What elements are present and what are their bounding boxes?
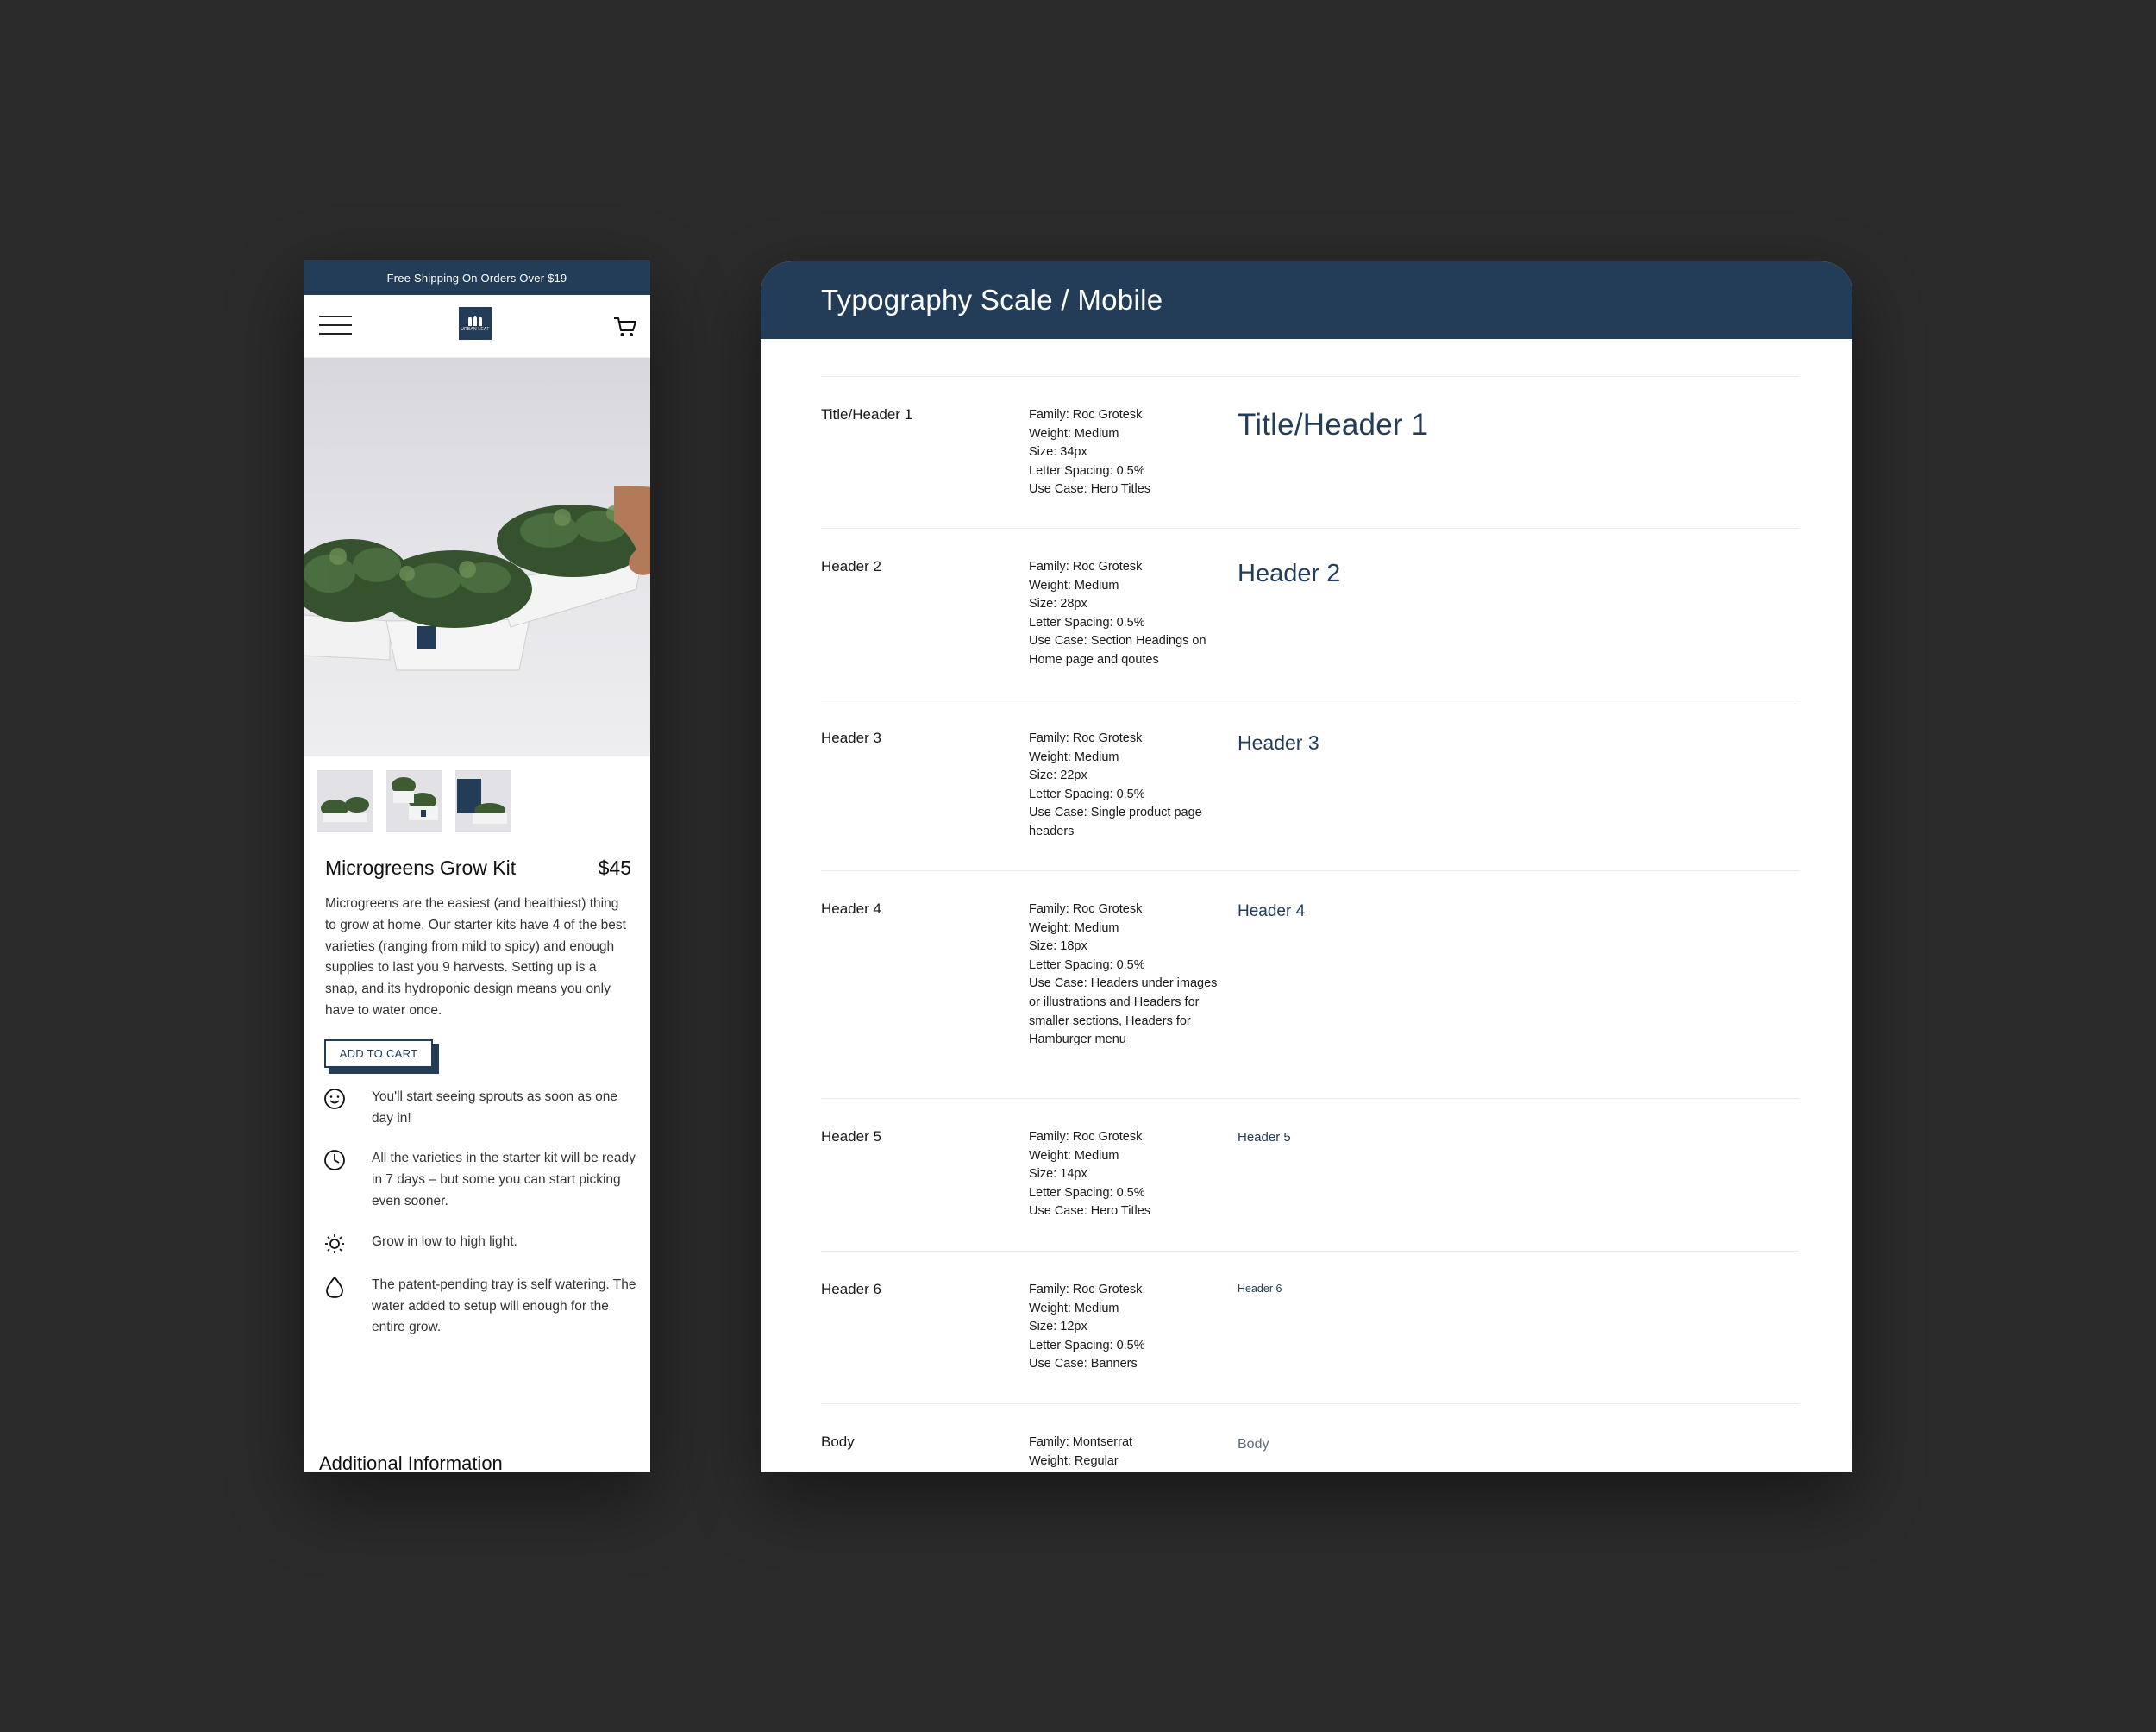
thumbnail-2[interactable] — [386, 770, 442, 832]
top-nav — [304, 295, 650, 358]
feature-text: Grow in low to high light. — [372, 1233, 517, 1249]
add-to-cart-button[interactable]: ADD TO CART — [324, 1039, 433, 1068]
shopping-cart-icon[interactable] — [612, 314, 638, 340]
typography-scale-card — [761, 261, 1852, 1472]
typography-row — [821, 1098, 1799, 1252]
typography-row — [821, 1251, 1799, 1404]
style-sample: Header 6 — [1238, 1283, 1282, 1295]
style-specs: Family: Roc Grotesk Weight: Medium Size: 22px Letter Spacing: 0.5% Use Case: Single product page headers — [1029, 731, 1202, 838]
style-specs: Family: Roc Grotesk Weight: Medium Size: 14px Letter Spacing: 0.5% Use Case: Hero Titles — [1029, 1130, 1151, 1219]
hamburger-menu-icon[interactable] — [319, 316, 352, 336]
sun-icon — [323, 1232, 347, 1256]
feature-text: All the varieties in the starter kit will be ready in 7 days – but some you can start picking even sooner. — [372, 1151, 636, 1208]
typography-row — [821, 1403, 1799, 1472]
style-sample: Body — [1238, 1437, 1269, 1452]
product-price: $45 — [598, 857, 631, 879]
product-hero-image — [304, 358, 650, 756]
feature-item — [323, 1275, 636, 1339]
style-sample: Header 2 — [1238, 560, 1341, 587]
style-name: Header 3 — [821, 730, 881, 746]
style-specs: Family: Roc Grotesk Weight: Medium Size: 34px Letter Spacing: 0.5% Use Case: Hero Titles — [1029, 408, 1151, 497]
add-to-cart-wrapper — [324, 1039, 433, 1068]
style-name: Header 2 — [821, 558, 881, 574]
thumbnail-gallery — [304, 756, 650, 832]
style-sample: Title/Header 1 — [1238, 408, 1429, 442]
style-specs: Family: Roc Grotesk Weight: Medium Size: 28px Letter Spacing: 0.5% Use Case: Section Headings on Home page and qoutes — [1029, 560, 1206, 667]
feature-item — [323, 1087, 636, 1130]
smiley-icon — [323, 1087, 347, 1111]
typography-row — [821, 870, 1799, 1099]
feature-text: You'll start seeing sprouts as soon as one day in! — [372, 1089, 618, 1126]
typography-row — [821, 700, 1799, 871]
style-sample: Header 4 — [1238, 902, 1306, 920]
feature-text: The patent-pending tray is self watering. The water added to setup will enough for the entire grow. — [372, 1277, 636, 1335]
style-sample: Header 5 — [1238, 1130, 1291, 1145]
brand-logo[interactable] — [459, 307, 492, 340]
card-title: Typography Scale / Mobile — [761, 261, 1852, 339]
thumbnail-3[interactable] — [455, 770, 511, 832]
style-specs: Family: Roc Grotesk Weight: Medium Size: 18px Letter Spacing: 0.5% Use Case: Headers under images or illustrations and Headers for smaller sections, Headers for Hamburger menu — [1029, 902, 1218, 1047]
style-name: Title/Header 1 — [821, 406, 913, 423]
style-specs: Family: Montserrat Weight: Regular — [1029, 1435, 1133, 1468]
style-name: Header 6 — [821, 1281, 881, 1297]
feature-item — [323, 1148, 636, 1212]
style-name: Header 5 — [821, 1128, 881, 1145]
logo-text: URBAN LEAF — [461, 326, 490, 332]
thumbnail-1[interactable] — [317, 770, 373, 832]
style-specs: Family: Roc Grotesk Weight: Medium Size: 12px Letter Spacing: 0.5% Use Case: Banners — [1029, 1283, 1145, 1371]
style-name: Body — [821, 1434, 855, 1450]
typography-row — [821, 528, 1799, 700]
trees-icon — [466, 316, 485, 326]
typography-row — [821, 376, 1799, 529]
style-name: Header 4 — [821, 901, 881, 917]
water-drop-icon — [323, 1275, 347, 1299]
product-header — [304, 832, 650, 880]
mobile-product-page — [304, 260, 650, 1472]
feature-item — [323, 1232, 636, 1256]
style-sample: Header 3 — [1238, 731, 1319, 754]
feature-list — [304, 1068, 650, 1339]
clock-icon — [323, 1148, 347, 1172]
promo-bar: Free Shipping On Orders Over $19 — [304, 260, 650, 295]
additional-info-heading: Additional Information — [319, 1453, 503, 1472]
product-description: Microgreens are the easiest (and healthiest) thing to grow at home. Our starter kits have 4 of the best varieties (ranging from mild to spicy) and enough supplies to last you 9 harvests. Setting up is a snap, and its hydroponic design means you only have to water once. — [325, 896, 626, 1018]
product-title: Microgreens Grow Kit — [325, 857, 517, 879]
